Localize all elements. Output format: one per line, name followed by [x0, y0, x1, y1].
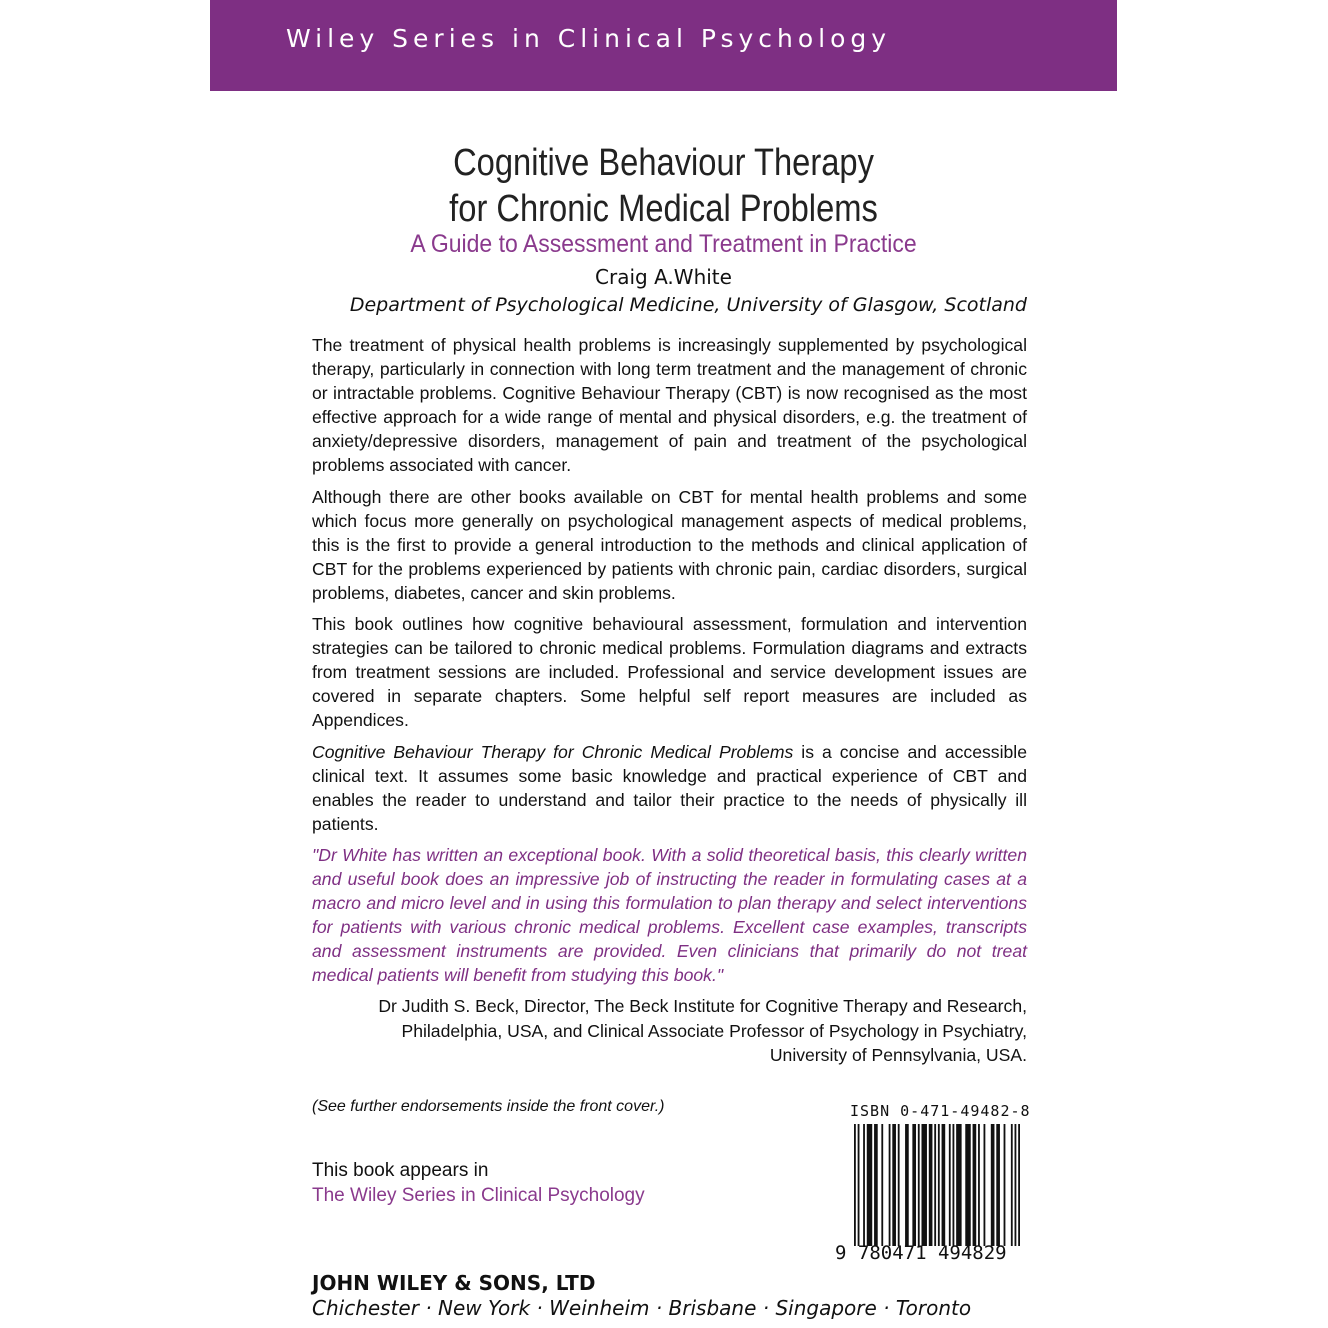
barcode-bar	[1015, 1124, 1017, 1246]
publisher-cities: Chichester · New York · Weinheim · Brisbane · Singapore · Toronto	[312, 1296, 972, 1320]
barcode-bar	[1018, 1124, 1020, 1246]
attribution-line-3: University of Pennsylvania, USA.	[769, 1044, 1027, 1065]
barcode-bar	[956, 1124, 961, 1246]
isbn-label: ISBN 0-471-49482-8	[850, 1102, 1031, 1120]
barcode-bar	[863, 1124, 865, 1246]
barcode-bar	[953, 1124, 955, 1246]
endorsement-attribution	[312, 994, 1027, 1066]
author-affiliation: Department of Psychological Medicine, University of Glasgow, Scotland	[349, 294, 1027, 316]
barcode-bar	[912, 1124, 916, 1246]
series-note-label: This book appears in	[312, 1160, 489, 1181]
barcode-bar	[905, 1124, 909, 1246]
series-banner	[210, 0, 1117, 91]
barcode-bar	[949, 1124, 951, 1246]
attribution-line-2: Philadelphia, USA, and Clinical Associate Professor of Psychology in Psychiatry,	[401, 1020, 1027, 1041]
back-cover	[210, 0, 1117, 1328]
barcode-bar	[889, 1124, 891, 1246]
blurb-paragraph-4-text: is a concise and accessible clinical text. It assumes some basic knowledge and practical experience of CBT and enables the reader to understand and tailor their practice to the needs of physically ill patients.	[312, 741, 1027, 834]
barcode	[852, 1124, 1022, 1246]
book-title-line-2: for Chronic Medical Problems	[449, 188, 878, 230]
barcode-bar	[942, 1124, 946, 1246]
barcode-bar	[973, 1124, 977, 1246]
barcode-bar	[874, 1124, 878, 1246]
barcode-bar	[858, 1124, 860, 1246]
barcode-bar	[991, 1124, 995, 1246]
blurb-paragraph-2: Although there are other books available on CBT for mental health problems and some which focus more generally on psychological management aspects of medical problems, this is the first to provide a general introduction to the methods and clinical application of CBT for the problems experienced by patients with chronic pain, cardiac disorders, surgical problems, diabetes, cancer and skin problems.	[312, 486, 1027, 603]
publisher-name: JOHN WILEY & SONS, LTD	[312, 1271, 596, 1295]
series-banner-text: Wiley Series in Clinical Psychology	[286, 24, 892, 53]
barcode-bar	[1004, 1124, 1006, 1246]
attribution-line-1: Dr Judith S. Beck, Director, The Beck Institute for Cognitive Therapy and Research,	[378, 996, 1027, 1017]
barcode-digits: 9 780471 494829	[835, 1242, 1007, 1264]
blurb-book-title: Cognitive Behaviour Therapy for Chronic Medical Problems	[312, 741, 794, 762]
further-endorsements-note: (See further endorsements inside the front cover.)	[312, 1098, 665, 1115]
barcode-bar	[965, 1124, 970, 1246]
barcode-bar	[934, 1124, 936, 1246]
series-note-name: The Wiley Series in Clinical Psychology	[312, 1185, 645, 1206]
barcode-bar	[996, 1124, 1000, 1246]
blurb-paragraph-1: The treatment of physical health problems is increasingly supplemented by psychological therapy, particularly in connection with long term treatment and the management of chronic or intractable problems. Cognitive Behaviour Therapy (CBT) is now recognised as the most effective approach for a wide range of mental and physical disorders, e.g. the treatment of anxiety/depressive disorders, management of pain and treatment of the psychological problems associated with cancer.	[312, 335, 1027, 476]
barcode-bar	[984, 1124, 986, 1246]
barcode-bar	[918, 1124, 920, 1246]
book-subtitle: A Guide to Assessment and Treatment in Practice	[410, 230, 917, 258]
author-name: Craig A.White	[595, 265, 732, 289]
barcode-bar	[921, 1124, 926, 1246]
barcode-bar	[938, 1124, 940, 1246]
blurb	[312, 333, 1027, 1067]
barcode-bar	[892, 1124, 896, 1246]
blurb-paragraph-4	[312, 740, 1027, 836]
endorsement-quote: "Dr White has written an exceptional book. With a solid theoretical basis, this clearly written and useful book does an impressive job of instructing the reader in formulating cases at a macro and micro level and in using this formulation to plan therapy and select interventions for patients with various chronic medical problems. Excellent case examples, transcripts and assessment instruments are provided. Even clinicians that primarily do not treat medical patients will benefit from studying this book."	[312, 844, 1027, 986]
barcode-bar	[898, 1124, 900, 1246]
series-note	[312, 1158, 645, 1208]
barcode-bar	[1011, 1124, 1013, 1246]
barcode-bar	[867, 1124, 872, 1246]
barcode-bar	[881, 1124, 883, 1246]
blurb-paragraph-3: This book outlines how cognitive behavioural assessment, formulation and intervention strategies can be tailored to chronic medical problems. Formulation diagrams and extracts from treatment sessions are included. Professional and service development issues are covered in separate chapters. Some helpful self report measures are included as Appendices.	[312, 614, 1027, 731]
book-title-line-1: Cognitive Behaviour Therapy	[453, 142, 874, 184]
barcode-bar	[929, 1124, 933, 1246]
barcode-bar	[978, 1124, 980, 1246]
barcode-bar	[854, 1124, 856, 1246]
